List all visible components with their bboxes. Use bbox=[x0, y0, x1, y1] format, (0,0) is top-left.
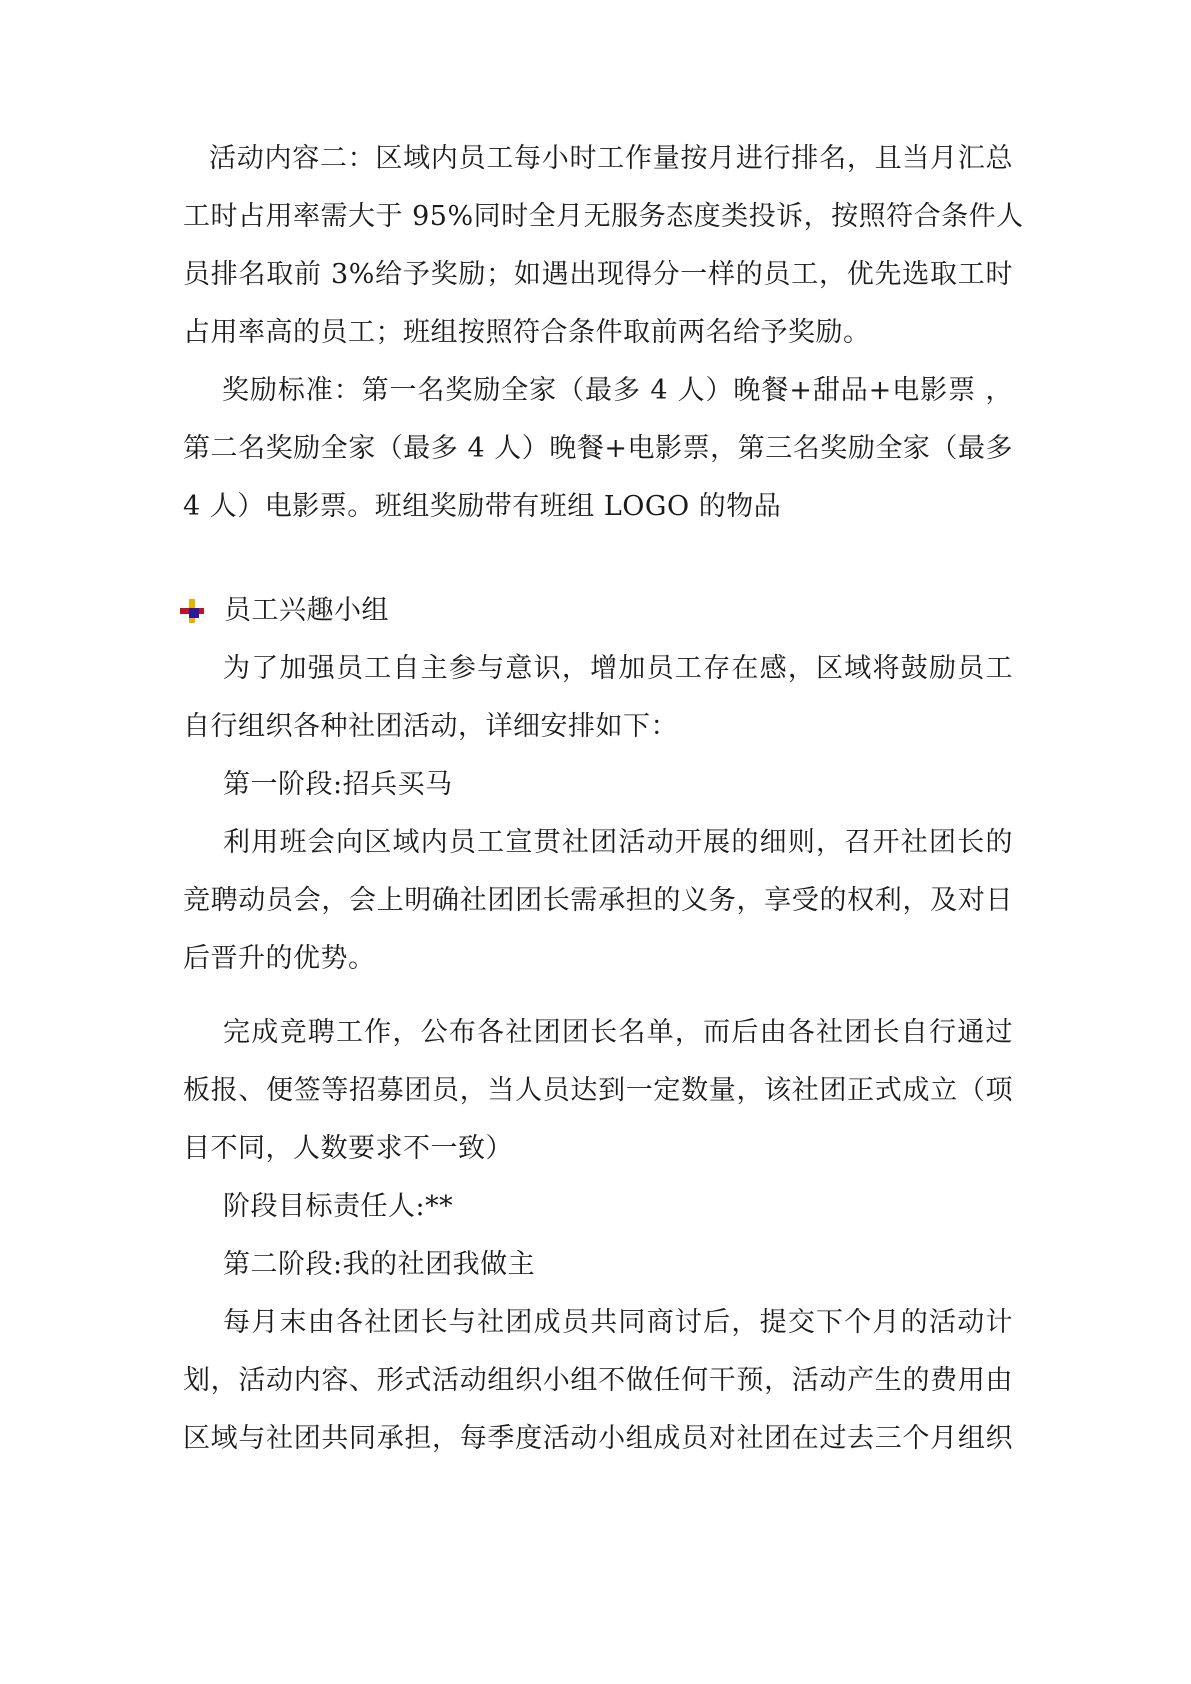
activity2-line-1: 活动内容二：区域内员工每小时工作量按月进行排名，且当月汇总 bbox=[209, 143, 1013, 174]
intro-line-1: 为了加强员工自主参与意识，增加员工存在感，区域将鼓励员工 bbox=[223, 653, 1013, 684]
reward-line-1: 奖励标准：第一名奖励全家（最多 4 人）晚餐+甜品+电影票 ， bbox=[222, 375, 1013, 406]
stage1-p2-line-1: 完成竞聘工作，公布各社团团长名单，而后由各社团长自行通过 bbox=[223, 1017, 1013, 1048]
activity2-line-2: 工时占用率需大于 95%同时全月无服务态度类投诉，按照符合条件人 bbox=[183, 201, 1024, 232]
activity2-line-4: 占用率高的员工；班组按照符合条件取前两名给予奖励。 bbox=[183, 317, 871, 348]
intro-line-2: 自行组织各种社团活动，详细安排如下： bbox=[183, 711, 678, 742]
cross-bullet-icon bbox=[180, 599, 204, 623]
section-heading-row bbox=[180, 591, 389, 631]
stage1-p1-line-3: 后晋升的优势。 bbox=[183, 943, 376, 974]
activity2-line-3: 员排名取前 3%给予奖励；如遇出现得分一样的员工，优先选取工时 bbox=[183, 259, 1013, 290]
stage1-p1-line-2: 竞聘动员会，会上明确社团团长需承担的义务，享受的权利，及对日 bbox=[183, 885, 1013, 916]
reward-line-3: 4 人）电影票。班组奖励带有班组 LOGO 的物品 bbox=[183, 491, 782, 522]
stage2-p1-line-2: 划，活动内容、形式活动组织小组不做任何干预，活动产生的费用由 bbox=[183, 1365, 1013, 1396]
stage1-title: 第一阶段:招兵买马 bbox=[223, 769, 453, 800]
stage2-p1-line-3: 区域与社团共同承担，每季度活动小组成员对社团在过去三个月组织 bbox=[183, 1423, 1013, 1454]
stage1-p2-line-3: 目不同，人数要求不一致） bbox=[183, 1133, 513, 1164]
stage1-p1-line-1: 利用班会向区域内员工宣贯社团活动开展的细则，召开社团长的 bbox=[223, 827, 1013, 858]
stage2-p1-line-1: 每月末由各社团长与社团成员共同商讨后，提交下个月的活动计 bbox=[223, 1307, 1013, 1338]
reward-line-2: 第二名奖励全家（最多 4 人）晚餐+电影票，第三名奖励全家（最多 bbox=[183, 433, 1013, 464]
stage1-owner: 阶段目标责任人:** bbox=[223, 1191, 454, 1222]
stage2-title: 第二阶段:我的社团我做主 bbox=[223, 1249, 536, 1280]
stage1-p2-line-2: 板报、便签等招募团员，当人员达到一定数量，该社团正式成立（项 bbox=[183, 1075, 1013, 1106]
section-heading: 员工兴趣小组 bbox=[224, 595, 389, 626]
